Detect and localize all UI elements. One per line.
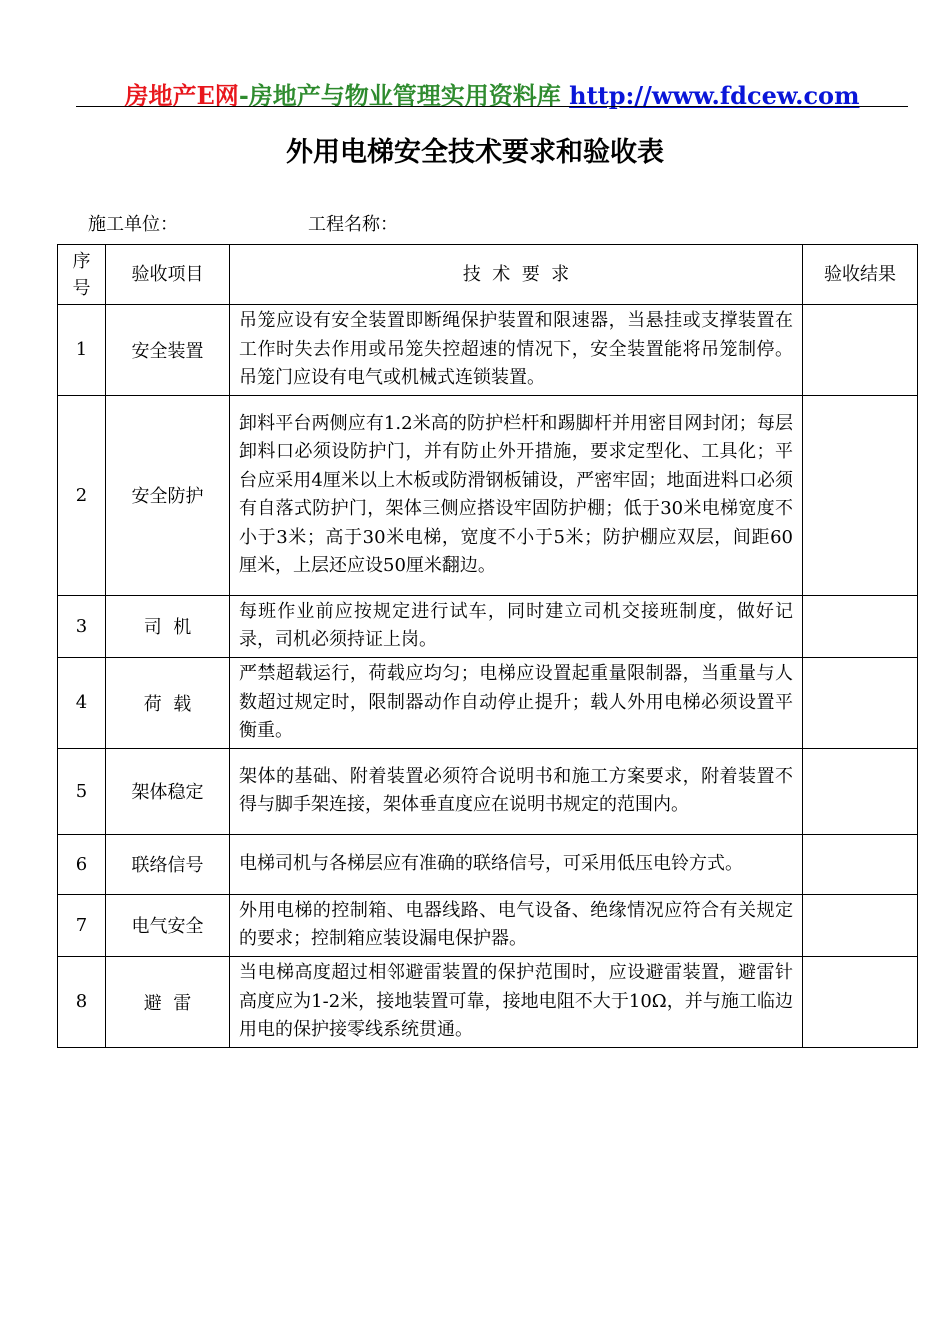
acceptance-table: [57, 244, 918, 1048]
table-row: [58, 657, 918, 748]
row-requirement: 电梯司机与各梯层应有准确的联络信号，可采用低压电铃方式。: [230, 834, 803, 894]
row-item: 架体稳定: [106, 748, 230, 834]
table-header-row: [58, 245, 918, 305]
site-name: 房地产E网: [124, 81, 239, 110]
header-requirements: 技 术 要 求: [230, 245, 803, 305]
row-number: 1: [58, 305, 106, 396]
row-requirement: 严禁超载运行，荷载应均匀；电梯应设置起重量限制器，当重量与人数超过规定时，限制器动作自动停止提升；载人外用电梯必须设置平衡重。: [230, 657, 803, 748]
row-number: 6: [58, 834, 106, 894]
row-number: 3: [58, 595, 106, 657]
row-item: 联络信号: [106, 834, 230, 894]
library-name: 房地产与物业管理实用资料库: [248, 81, 561, 110]
table-row: [58, 595, 918, 657]
row-requirement: 当电梯高度超过相邻避雷装置的保护范围时，应设避雷装置，避雷针高度应为1-2米，接地装置可靠，接地电阻不大于10Ω，并与施工临边用电的保护接零线系统贯通。: [230, 956, 803, 1047]
row-requirement: 架体的基础、附着装置必须符合说明书和施工方案要求，附着装置不得与脚手架连接，架体垂直度应在说明书规定的范围内。: [230, 748, 803, 834]
row-item: 司 机: [106, 595, 230, 657]
row-requirement: 吊笼应设有安全装置即断绳保护装置和限速器，当悬挂或支撑装置在工作时失去作用或吊笼失控超速的情况下，安全装置能将吊笼制停。吊笼门应设有电气或机械式连锁装置。: [230, 305, 803, 396]
row-item: 电气安全: [106, 894, 230, 956]
page-title: 外用电梯安全技术要求和验收表: [286, 137, 664, 168]
table-row: [58, 894, 918, 956]
header-result: 验收结果: [803, 245, 918, 305]
header-seq: [58, 245, 106, 305]
row-result: [803, 395, 918, 595]
row-number: 4: [58, 657, 106, 748]
header-item: 验收项目: [106, 245, 230, 305]
row-number: 8: [58, 956, 106, 1047]
table-row: [58, 305, 918, 396]
row-item: 安全防护: [106, 395, 230, 595]
table-row: [58, 395, 918, 595]
row-result: [803, 748, 918, 834]
row-result: [803, 595, 918, 657]
row-item: 安全装置: [106, 305, 230, 396]
row-number: 5: [58, 748, 106, 834]
header-separator: -: [238, 81, 249, 110]
table-row: [58, 956, 918, 1047]
site-url-link[interactable]: http://www.fdcew.com: [569, 81, 860, 110]
row-item: 荷 载: [106, 657, 230, 748]
row-number: 2: [58, 395, 106, 595]
row-requirement: 每班作业前应按规定进行试车，同时建立司机交接班制度，做好记录，司机必须持证上岗。: [230, 595, 803, 657]
project-name-label: 工程名称：: [308, 214, 398, 235]
header-divider: [76, 106, 908, 107]
construction-unit-label: 施工单位：: [88, 214, 178, 235]
row-requirement: 卸料平台两侧应有1.2米高的防护栏杆和踢脚杆并用密目网封闭；每层卸料口必须设防护门，并有防止外开措施，要求定型化、工具化；平台应采用4厘米以上木板或防滑钢板铺设，严密牢固；地面进料口必须有自落式防护门，架体三侧应搭设牢固防护棚；低于30米电梯宽度不小于3米；高于30米电梯，宽度不小于5米；防护棚应双层，间距60厘米，上层还应设50厘米翻边。: [230, 395, 803, 595]
row-result: [803, 834, 918, 894]
row-result: [803, 956, 918, 1047]
row-result: [803, 657, 918, 748]
header-seq-text: 序号: [72, 250, 91, 299]
row-requirement: 外用电梯的控制箱、电器线路、电气设备、绝缘情况应符合有关规定的要求；控制箱应装设漏电保护器。: [230, 894, 803, 956]
row-item: 避 雷: [106, 956, 230, 1047]
table-row: [58, 748, 918, 834]
row-result: [803, 305, 918, 396]
table-row: [58, 834, 918, 894]
row-number: 7: [58, 894, 106, 956]
row-result: [803, 894, 918, 956]
